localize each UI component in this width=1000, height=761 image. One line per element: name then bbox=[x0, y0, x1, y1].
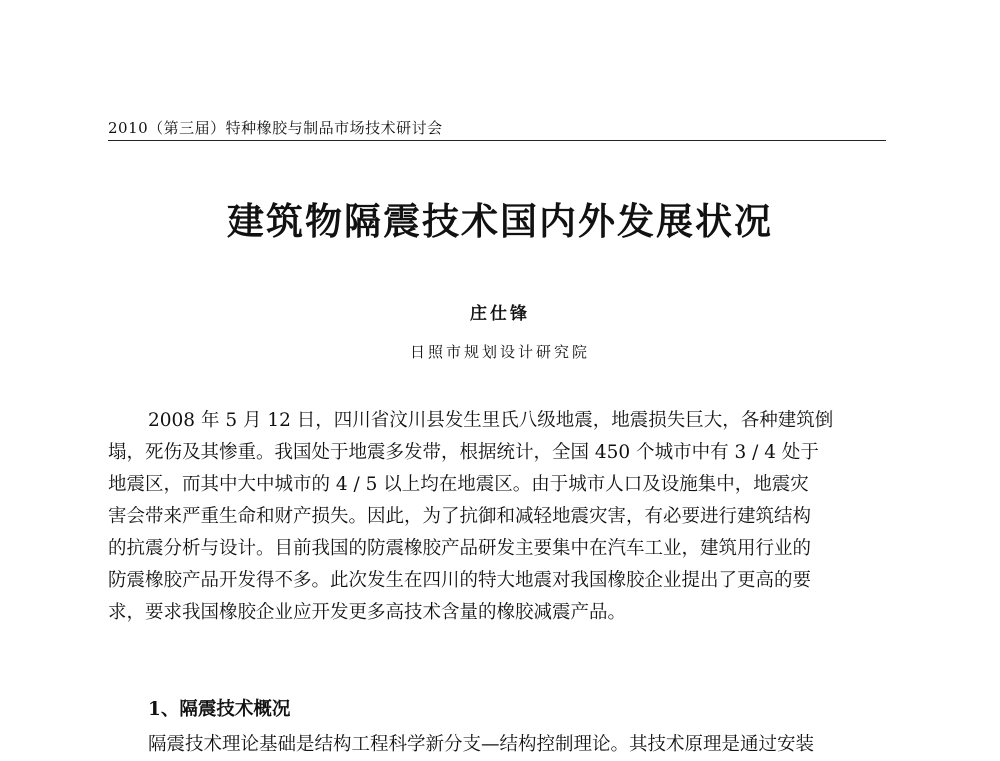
paragraph-line: 的抗震分析与设计。目前我国的防震橡胶产品研发主要集中在汽车工业，建筑用行业的 bbox=[108, 538, 812, 559]
paragraph-line: 求，要求我国橡胶企业应开发更多高技术含量的橡胶减震产品。 bbox=[108, 602, 627, 623]
paper-title: 建筑物隔震技术国内外发展状况 bbox=[227, 199, 773, 243]
paragraph-line: 地震区，而其中大中城市的 4 / 5 以上均在地震区。由于城市人口及设施集中，地震灾 bbox=[108, 474, 809, 495]
section-paragraph bbox=[108, 729, 888, 761]
paragraph-line: 塌，死伤及其惨重。我国处于地震多发带，根据统计，全国 450 个城市中有 3 / 4 处于 bbox=[108, 442, 819, 463]
running-header: 2010（第三届）特种橡胶与制品市场技术研讨会 bbox=[108, 119, 443, 137]
author-name: 庄仕锋 bbox=[470, 304, 530, 324]
section-heading: 1、隔震技术概况 bbox=[148, 699, 291, 720]
author-affiliation: 日照市规划设计研究院 bbox=[409, 343, 590, 361]
paragraph-line: 2008 年 5 月 12 日，四川省汶川县发生里氏八级地震，地震损失巨大，各种建筑倒 bbox=[148, 410, 834, 431]
paragraph-line: 害会带来严重生命和财产损失。因此，为了抗御和减轻地震灾害，有必要进行建筑结构 bbox=[108, 506, 812, 527]
paragraph-line: 隔震技术理论基础是结构工程科学新分支—结构控制理论。其技术原理是通过安装 bbox=[148, 734, 815, 755]
paragraph-line: 防震橡胶产品开发得不多。此次发生在四川的特大地震对我国橡胶企业提出了更高的要 bbox=[108, 570, 812, 591]
header-divider bbox=[108, 140, 886, 141]
intro-paragraph bbox=[108, 405, 888, 629]
